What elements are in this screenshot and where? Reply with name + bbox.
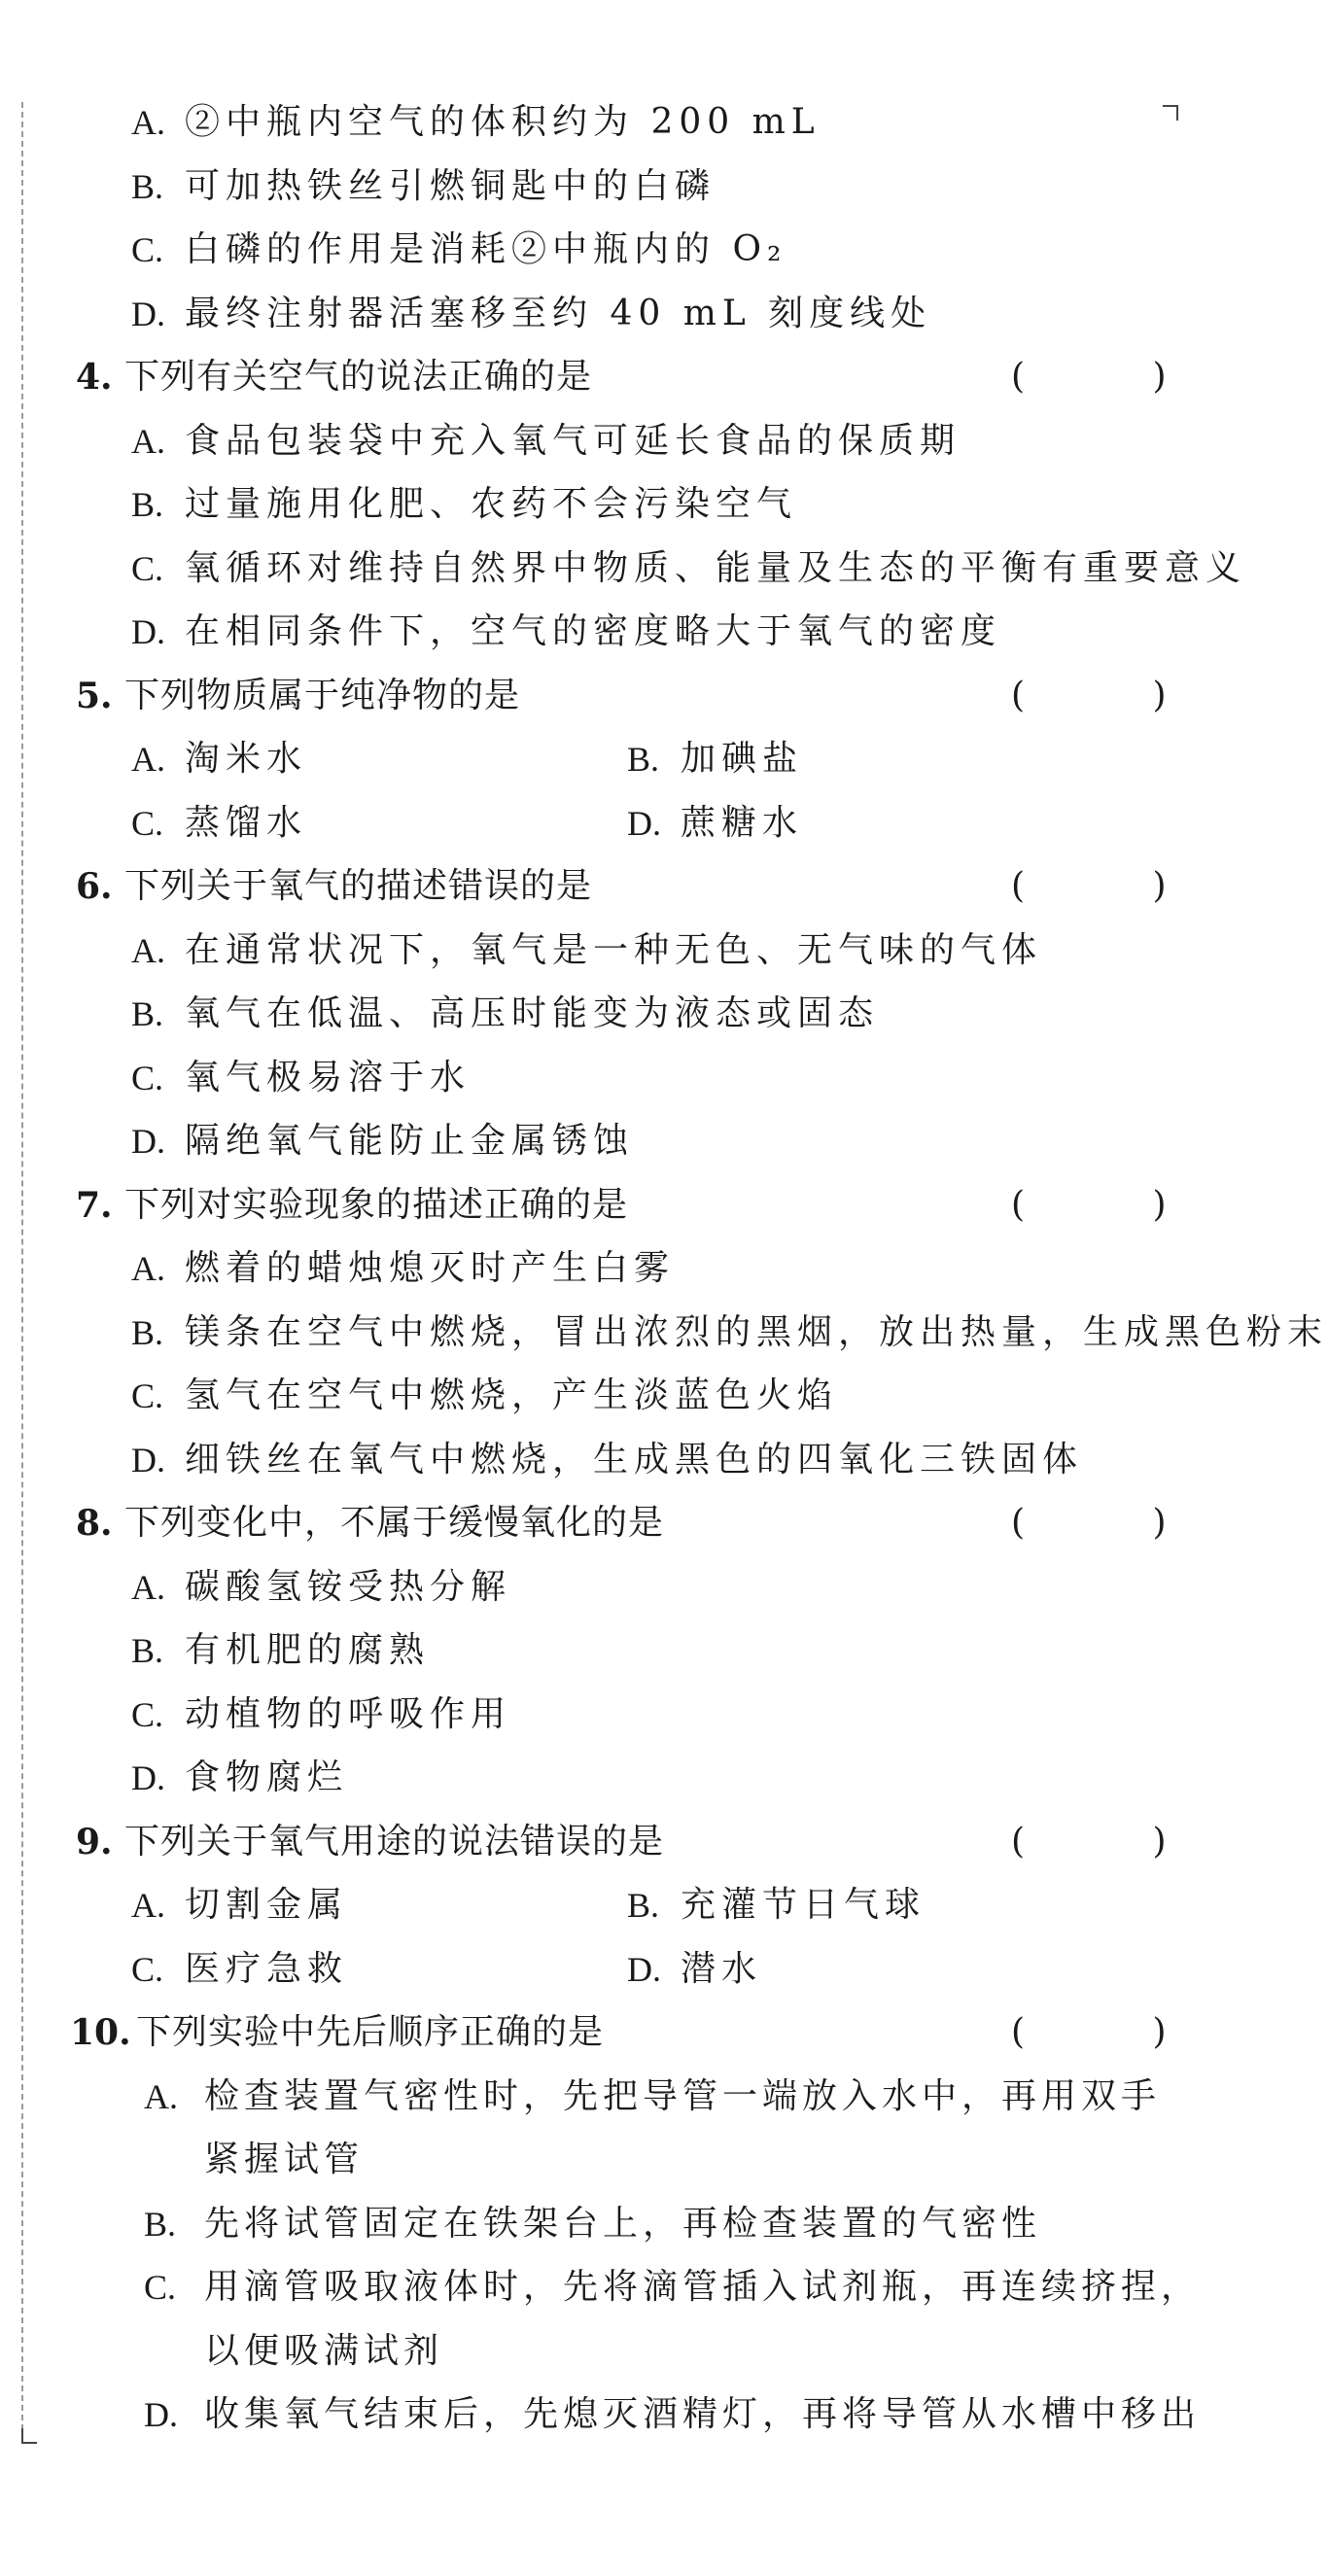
carryover-option [0, 157, 1186, 217]
option-line [0, 1303, 1328, 1363]
option-text: 检查装置气密性时，先把导管一端放入水中，再用双手 [204, 2075, 1162, 2116]
option-letter: D. [131, 1758, 165, 1797]
option-letter: A. [131, 740, 165, 779]
answer-bracket: ( ) [1011, 1821, 1225, 1862]
option-line [0, 1238, 1186, 1299]
option-continuation-line [0, 2321, 1186, 2382]
option-text: 收集氧气结束后，先熄灭酒精灯，再将导管从水槽中移出 [204, 2394, 1202, 2434]
option-text: 在通常状况下，氧气是一种无色、无气味的气体 [185, 929, 1043, 970]
question-stem: 下列实验中先后顺序正确的是 [136, 2012, 605, 2052]
option-text: 可加热铁丝引燃铜匙中的白磷 [185, 165, 716, 206]
question-stem: 下列对实验现象的描述正确的是 [124, 1184, 629, 1225]
question-stem-line [0, 856, 1225, 917]
option-text: 氧气在低温、高压时能变为液态或固态 [185, 993, 880, 1033]
option-continuation-line [0, 2130, 1186, 2190]
option-text: ②中瓶内空气的体积约为 200 mL [185, 102, 821, 142]
option-text: 最终注射器活塞移至约 40 mL 刻度线处 [185, 293, 932, 333]
option-text: 隔绝氧气能防止金属锈蚀 [185, 1121, 635, 1161]
option-text: 氧气极易溶于水 [185, 1057, 472, 1097]
question-number: 4. [76, 357, 113, 398]
option-text: 淘米水 [185, 739, 308, 779]
option-text: 在相同条件下，空气的密度略大于氧气的密度 [185, 611, 1002, 651]
option-text: 镁条在空气中燃烧，冒出浓烈的黑烟，放出热量，生成黑色粉末 [185, 1311, 1328, 1352]
question-number: 6. [76, 866, 113, 907]
option-line [0, 1366, 1186, 1426]
question-stem-line [0, 1493, 1225, 1553]
option-letter: B. [627, 1886, 660, 1925]
answer-bracket: ( ) [1011, 357, 1225, 397]
option-letter: C. [131, 1376, 164, 1415]
option-letter: A. [131, 1886, 165, 1925]
option-text: 用滴管吸取液体时，先将滴管插入试剂瓶，再连续挤捏， [204, 2267, 1202, 2307]
option-letter: A. [144, 2076, 178, 2116]
option-letter: A. [131, 1249, 165, 1288]
question-stem: 下列关于氧气用途的说法错误的是 [124, 1821, 665, 1862]
option-text: 蔗糖水 [681, 802, 804, 843]
answer-bracket: ( ) [1011, 675, 1225, 715]
option-letter: A. [131, 421, 165, 461]
question-stem-line [0, 347, 1225, 407]
option-text: 动植物的呼吸作用 [185, 1693, 512, 1734]
option-letter: C. [131, 1058, 164, 1097]
answer-bracket: ( ) [1011, 1184, 1225, 1225]
question-number: 7. [76, 1184, 113, 1226]
option-line [0, 2385, 1202, 2445]
option-row [0, 729, 1186, 789]
option-text: 有机肥的腐熟 [185, 1630, 431, 1670]
option-letter: C. [144, 2268, 177, 2307]
option-line [0, 921, 1186, 981]
option-text-continuation: 以便吸满试剂 [204, 2330, 444, 2371]
option-letter: D. [627, 1949, 661, 1989]
option-letter: D. [131, 1122, 165, 1161]
option-text: 氧循环对维持自然界中物质、能量及生态的平衡有重要意义 [185, 547, 1247, 588]
option-letter: B. [131, 1312, 164, 1352]
question-stem-line [0, 1812, 1225, 1872]
question-stem: 下列关于氧气的描述错误的是 [124, 866, 593, 906]
question-stem: 下列物质属于纯净物的是 [124, 675, 521, 715]
option-letter: C. [131, 230, 164, 269]
option-line [0, 1557, 1186, 1618]
option-line [0, 474, 1186, 535]
question-number: 10. [70, 2012, 131, 2053]
option-line [0, 2067, 1186, 2127]
option-letter: D. [131, 612, 165, 651]
option-text: 先将试管固定在铁架台上，再检查装置的气密性 [204, 2203, 1042, 2244]
question-number: 8. [76, 1503, 113, 1544]
carryover-option [0, 220, 1186, 280]
option-letter: C. [131, 1694, 164, 1734]
option-letter: C. [131, 548, 164, 588]
option-text: 潜水 [681, 1948, 763, 1989]
option-letter: B. [131, 485, 164, 524]
option-text: 充灌节日气球 [681, 1885, 926, 1925]
option-line [0, 1111, 1186, 1171]
option-line [0, 984, 1186, 1044]
option-letter: B. [131, 994, 164, 1033]
option-text: 蒸馏水 [185, 802, 308, 843]
option-letter: D. [627, 803, 661, 843]
carryover-option [0, 284, 1186, 344]
option-text: 白磷的作用是消耗②中瓶内的 O₂ [185, 229, 787, 269]
option-text: 过量施用化肥、农药不会污染空气 [185, 484, 798, 524]
option-letter: A. [131, 103, 165, 142]
option-row [0, 793, 1186, 853]
option-line [0, 411, 1186, 471]
option-text: 氢气在空气中燃烧，产生淡蓝色火焰 [185, 1375, 839, 1415]
option-line [0, 1048, 1186, 1108]
option-letter: D. [131, 1440, 165, 1479]
option-row [0, 1875, 1186, 1935]
option-letter: D. [144, 2395, 178, 2434]
question-stem: 下列变化中，不属于缓慢氧化的是 [124, 1503, 665, 1543]
option-text: 碳酸氢铵受热分解 [185, 1566, 512, 1607]
option-line [0, 2257, 1202, 2317]
option-letter: A. [131, 930, 165, 970]
option-text: 食物腐烂 [185, 1758, 349, 1797]
option-line [0, 602, 1186, 662]
question-stem: 下列有关空气的说法正确的是 [124, 357, 593, 397]
option-text: 医疗急救 [185, 1948, 349, 1989]
option-line [0, 1685, 1186, 1745]
option-row [0, 1939, 1186, 2000]
option-text: 切割金属 [185, 1885, 349, 1925]
option-text: 细铁丝在氧气中燃烧，生成黑色的四氧化三铁固体 [185, 1439, 1084, 1479]
option-text: 燃着的蜡烛熄灭时产生白雾 [185, 1248, 676, 1288]
option-text: 加碘盐 [681, 739, 804, 779]
option-line [0, 539, 1247, 599]
option-letter: C. [131, 1949, 164, 1989]
question-number: 9. [76, 1821, 113, 1862]
question-stem-line [0, 666, 1225, 726]
option-letter: B. [131, 166, 164, 206]
option-line [0, 1620, 1186, 1681]
carryover-option [0, 92, 1186, 153]
option-letter: B. [144, 2204, 177, 2244]
answer-bracket: ( ) [1011, 866, 1225, 906]
option-text: 食品包装袋中充入氧气可延长食品的保质期 [185, 420, 961, 461]
option-line [0, 1748, 1186, 1808]
option-line [0, 2194, 1186, 2254]
option-letter: D. [131, 294, 165, 333]
option-letter: A. [131, 1567, 165, 1607]
option-text-continuation: 紧握试管 [204, 2140, 365, 2179]
option-letter: B. [627, 740, 660, 779]
answer-bracket: ( ) [1011, 1503, 1225, 1543]
option-letter: C. [131, 803, 164, 843]
option-line [0, 1430, 1186, 1490]
answer-bracket: ( ) [1011, 2012, 1225, 2052]
question-number: 5. [76, 675, 113, 716]
option-letter: B. [131, 1631, 164, 1670]
question-stem-line [0, 1175, 1225, 1236]
question-stem-line [0, 2002, 1225, 2063]
